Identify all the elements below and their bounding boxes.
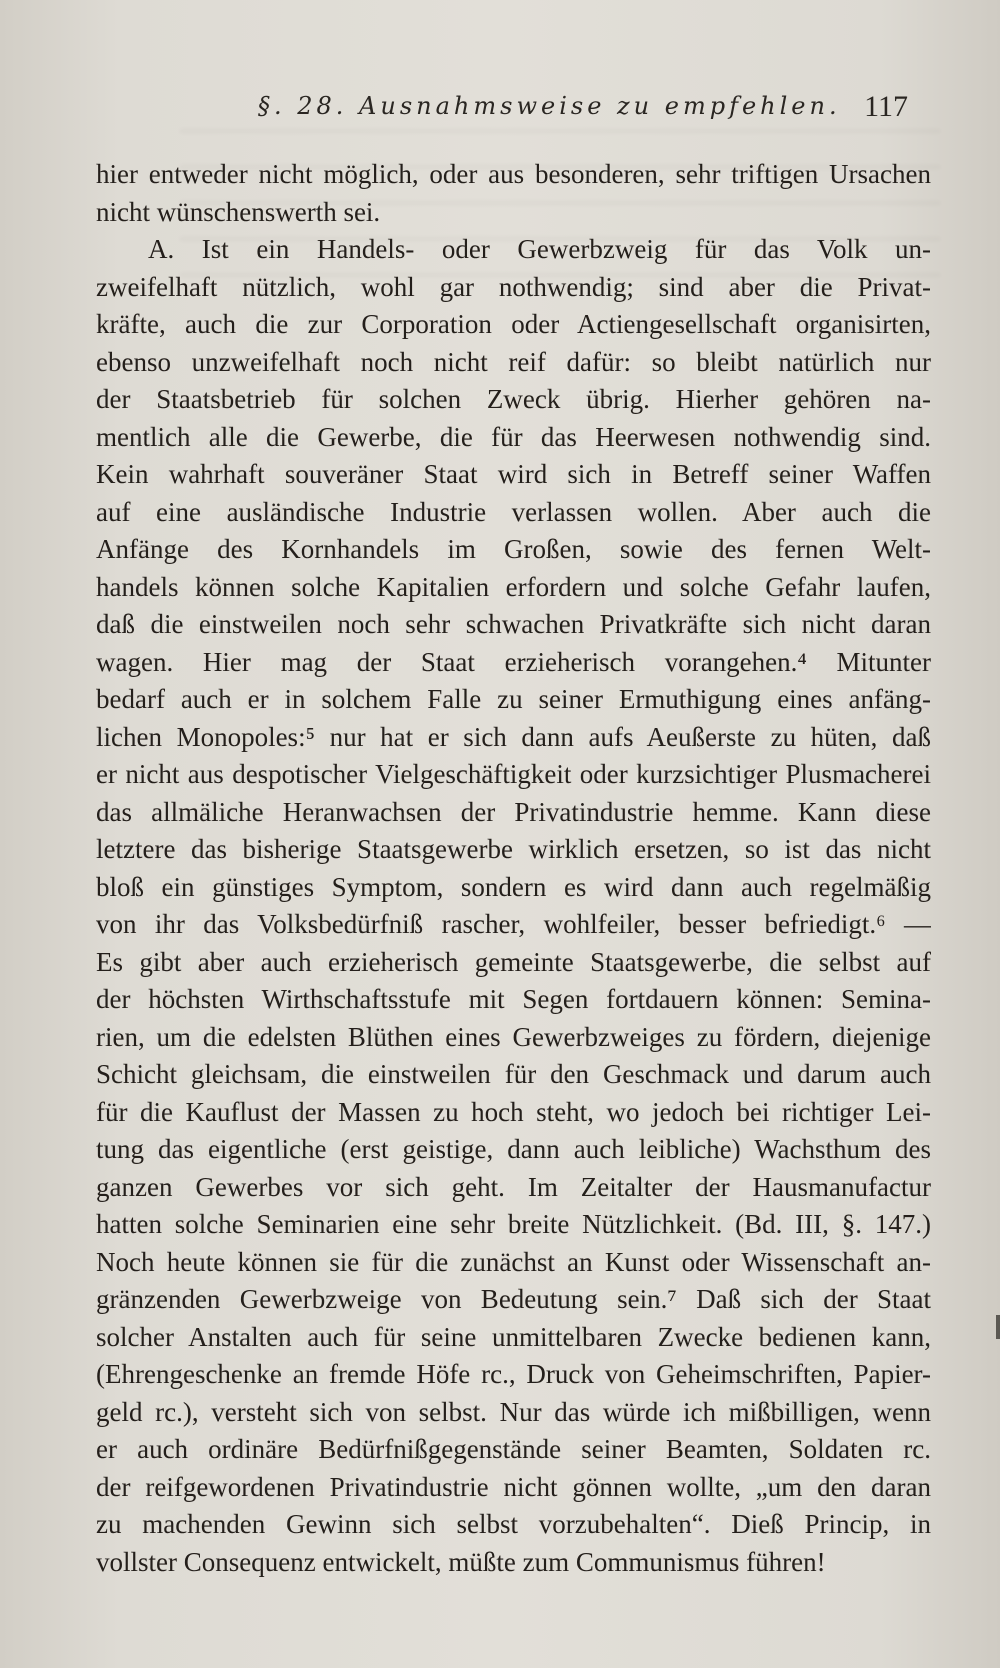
text-line: bedarf auch er in solchem Falle zu seiner Ermuthigung eines anfäng- <box>96 684 931 714</box>
text-line: von ihr das Volksbedürfniß rascher, wohlfeiler, besser befriedigt.⁶ — <box>96 909 931 939</box>
page-edge-mark <box>996 1315 1000 1339</box>
text-line: Kein wahrhaft souveräner Staat wird sich in Betreff seiner Waffen <box>96 459 931 489</box>
text-line: daß die einstweilen noch sehr schwachen Privatkräfte sich nicht daran <box>96 609 931 639</box>
page-header <box>258 92 908 136</box>
page-number: 117 <box>864 90 908 123</box>
text-line: tung das eigentliche (erst geistige, dann auch leibliche) Wachsthum des <box>96 1134 931 1164</box>
text-line: der Staatsbetrieb für solchen Zweck übrig. Hierher gehören na- <box>96 384 931 414</box>
text-line: solcher Anstalten auch für seine unmittelbaren Zwecke bedienen kann, <box>96 1321 931 1352</box>
text-line: mentlich alle die Gewerbe, die für das Heerwesen nothwendig sind. <box>96 421 931 452</box>
text-line: gränzenden Gewerbzweige von Bedeutung sein.⁷ Daß sich der Staat <box>96 1284 931 1314</box>
text-line: für die Kauflust der Massen zu hoch steht, wo jedoch bei richtiger Lei- <box>96 1096 931 1127</box>
text-line: der höchsten Wirthschaftsstufe mit Segen fortdauern können: Semina- <box>96 984 931 1014</box>
text-line: (Ehrengeschenke an fremde Höfe rc., Druck von Geheimschriften, Papier- <box>96 1359 931 1389</box>
text-line: der reifgewordenen Privatindustrie nicht gönnen wollte, „um den daran <box>96 1471 931 1502</box>
text-line: auf eine ausländische Industrie verlassen wollen. Aber auch die <box>96 496 931 527</box>
text-line: hier entweder nicht möglich, oder aus besonderen, sehr triftigen Ursachen <box>96 159 931 189</box>
text-line: wagen. Hier mag der Staat erzieherisch vorangehen.⁴ Mitunter <box>96 646 931 677</box>
text-line: A. Ist ein Handels- oder Gewerbzweig für das Volk un- <box>148 234 931 264</box>
text-line: lichen Monopoles:⁵ nur hat er sich dann aufs Aeußerste zu hüten, daß <box>96 721 931 752</box>
text-line: zu machenden Gewinn sich selbst vorzubehalten“. Dieß Princip, in <box>96 1509 931 1539</box>
text-line: zweifelhaft nützlich, wohl gar nothwendig; sind aber die Privat- <box>96 271 931 302</box>
text-line: kräfte, auch die zur Corporation oder Actiengesellschaft organisirten, <box>96 309 931 339</box>
text-line: geld rc.), versteht sich von selbst. Nur das würde ich mißbilligen, wenn <box>96 1396 931 1427</box>
text-line: ganzen Gewerbes vor sich geht. Im Zeitalter der Hausmanufactur <box>96 1171 931 1202</box>
text-line: Noch heute können sie für die zunächst an Kunst oder Wissenschaft an- <box>96 1246 931 1277</box>
text-line: ebenso unzweifelhaft noch nicht reif dafür: so bleibt natürlich nur <box>96 346 931 377</box>
text-line: das allmäliche Heranwachsen der Privatindustrie hemme. Kann diese <box>96 796 931 827</box>
text-line: er nicht aus despotischer Vielgeschäftigkeit oder kurzsichtiger Plusmacherei <box>96 759 931 789</box>
text-line: nicht wünschenswerth sei. <box>96 196 381 227</box>
text-line: rien, um die edelsten Blüthen eines Gewerbzweiges zu fördern, diejenige <box>96 1021 931 1052</box>
text-line: letztere das bisherige Staatsgewerbe wirklich ersetzen, so ist das nicht <box>96 834 931 864</box>
text-line: handels können solche Kapitalien erfordern und solche Gefahr laufen, <box>96 571 931 602</box>
text-line: Schicht gleichsam, die einstweilen für den Geschmack und darum auch <box>96 1059 931 1089</box>
text-line: Es gibt aber auch erzieherisch gemeinte Staatsgewerbe, die selbst auf <box>96 946 931 977</box>
text-line: er auch ordinäre Bedürfnißgegenstände seiner Beamten, Soldaten rc. <box>96 1434 931 1464</box>
text-line: vollster Consequenz entwickelt, müßte zum Communismus führen! <box>96 1546 826 1577</box>
text-line: Anfänge des Kornhandels im Großen, sowie des fernen Welt- <box>96 534 931 564</box>
text-line: bloß ein günstiges Symptom, sondern es wird dann auch regelmäßig <box>96 871 931 902</box>
text-line: hatten solche Seminarien eine sehr breite Nützlichkeit. (Bd. III, §. 147.) <box>96 1209 931 1239</box>
running-title: §. 28. Ausnahmsweise zu empfehlen. <box>258 92 841 120</box>
body-text <box>96 156 931 1581</box>
